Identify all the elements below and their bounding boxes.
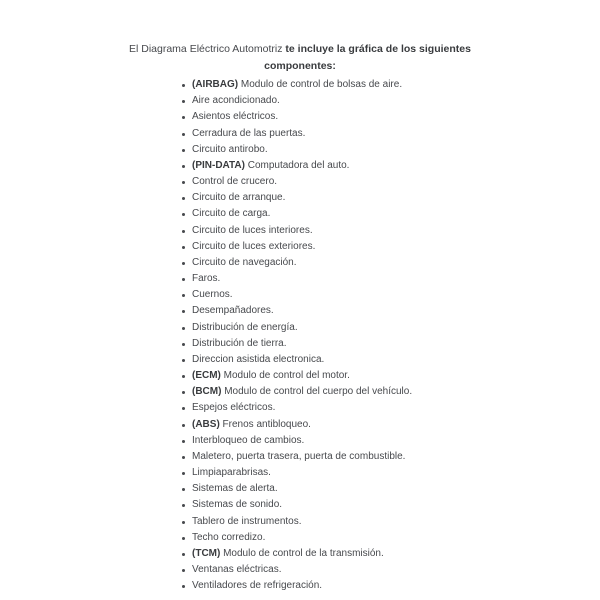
title-bold-text-line1: te incluye la gráfica de los siguientes bbox=[285, 43, 471, 55]
item-text: Frenos antibloqueo. bbox=[219, 418, 311, 430]
list-item bbox=[0, 449, 412, 465]
bullet-icon bbox=[182, 262, 185, 265]
components-list bbox=[0, 77, 412, 595]
list-item bbox=[0, 497, 412, 513]
item-text: Maletero, puerta trasera, puerta de combustible. bbox=[192, 450, 406, 462]
bullet-icon bbox=[182, 456, 185, 459]
bullet-icon bbox=[182, 100, 185, 103]
item-text: Modulo de control de bolsas de aire. bbox=[238, 79, 403, 90]
list-item bbox=[0, 320, 412, 336]
bullet-icon bbox=[182, 310, 185, 313]
bullet-icon bbox=[182, 84, 185, 87]
list-item bbox=[0, 352, 412, 368]
list-item bbox=[0, 223, 412, 239]
title-bold-text-line2: componentes: bbox=[264, 60, 336, 72]
list-item bbox=[0, 578, 412, 594]
item-prefix: (BCM) bbox=[192, 386, 222, 398]
item-text: Desempañadores. bbox=[192, 305, 274, 317]
list-item bbox=[0, 109, 412, 125]
list-item bbox=[0, 287, 412, 303]
list-item bbox=[0, 546, 412, 562]
item-text: Sistemas de alerta. bbox=[192, 483, 278, 495]
bullet-icon bbox=[182, 424, 185, 427]
list-item bbox=[0, 530, 412, 546]
list-item bbox=[0, 239, 412, 255]
item-prefix: (ABS) bbox=[192, 418, 220, 430]
list-item bbox=[0, 336, 412, 352]
list-item bbox=[0, 562, 412, 578]
item-text: Tablero de instrumentos. bbox=[192, 515, 302, 527]
item-text: Circuito de luces exteriores. bbox=[192, 240, 316, 252]
bullet-icon bbox=[182, 230, 185, 233]
item-text: Modulo de control del cuerpo del vehículo. bbox=[221, 386, 413, 398]
page-title bbox=[0, 41, 600, 75]
list-item bbox=[0, 481, 412, 497]
bullet-icon bbox=[182, 327, 185, 330]
item-prefix: (ECM) bbox=[192, 370, 221, 382]
list-item bbox=[0, 384, 412, 400]
bullet-icon bbox=[182, 246, 185, 249]
item-text: Techo corredizo. bbox=[192, 531, 266, 543]
bullet-icon bbox=[182, 440, 185, 443]
item-text: Modulo de control de la transmisión. bbox=[220, 547, 384, 559]
item-text: Asientos eléctricos. bbox=[192, 111, 279, 123]
item-text: Interbloqueo de cambios. bbox=[192, 434, 305, 446]
item-text: Faros. bbox=[192, 273, 221, 285]
bullet-icon bbox=[182, 472, 185, 475]
bullet-icon bbox=[182, 504, 185, 507]
bullet-icon bbox=[182, 391, 185, 394]
item-text: Circuito de luces interiores. bbox=[192, 224, 313, 236]
item-text: Circuito de navegación. bbox=[192, 256, 297, 268]
list-item bbox=[0, 77, 412, 93]
bullet-icon bbox=[182, 294, 185, 297]
bullet-icon bbox=[182, 585, 185, 588]
list-item bbox=[0, 255, 412, 271]
list-item bbox=[0, 190, 412, 206]
list-item bbox=[0, 400, 412, 416]
item-text: Direccion asistida electronica. bbox=[192, 353, 325, 365]
item-prefix: (TCM) bbox=[192, 547, 221, 559]
item-text: Aire acondicionado. bbox=[192, 95, 280, 107]
list-item bbox=[0, 174, 412, 190]
item-text: Cerradura de las puertas. bbox=[192, 127, 306, 139]
bullet-icon bbox=[182, 488, 185, 491]
item-text: Circuito antirobo. bbox=[192, 143, 268, 155]
list-item bbox=[0, 126, 412, 142]
list-item bbox=[0, 142, 412, 158]
bullet-icon bbox=[182, 569, 185, 572]
bullet-icon bbox=[182, 521, 185, 524]
item-text: Circuito de arranque. bbox=[192, 192, 286, 204]
item-text: Circuito de carga. bbox=[192, 208, 271, 220]
bullet-icon bbox=[182, 149, 185, 152]
bullet-icon bbox=[182, 343, 185, 346]
bullet-icon bbox=[182, 278, 185, 281]
list-item bbox=[0, 433, 412, 449]
bullet-icon bbox=[182, 133, 185, 136]
bullet-icon bbox=[182, 537, 185, 540]
bullet-icon bbox=[182, 116, 185, 119]
bullet-icon bbox=[182, 165, 185, 168]
item-text: Limpiaparabrisas. bbox=[192, 467, 271, 479]
list-item bbox=[0, 93, 412, 109]
list-item bbox=[0, 465, 412, 481]
title-regular-text: El Diagrama Eléctrico Automotriz bbox=[129, 43, 283, 55]
item-text: Sistemas de sonido. bbox=[192, 499, 283, 511]
item-text: Control de crucero. bbox=[192, 176, 278, 188]
item-text: Ventanas eléctricas. bbox=[192, 564, 282, 576]
bullet-icon bbox=[182, 407, 185, 410]
item-prefix: (PIN-DATA) bbox=[192, 159, 245, 171]
item-text: Ventiladores de refrigeración. bbox=[192, 580, 323, 592]
item-text: Computadora del auto. bbox=[244, 159, 350, 171]
list-item bbox=[0, 158, 412, 174]
bullet-icon bbox=[182, 359, 185, 362]
list-item bbox=[0, 271, 412, 287]
list-item bbox=[0, 417, 412, 433]
bullet-icon bbox=[182, 375, 185, 378]
bullet-icon bbox=[182, 553, 185, 556]
bullet-icon bbox=[182, 197, 185, 200]
list-item bbox=[0, 303, 412, 319]
bullet-icon bbox=[182, 181, 185, 184]
bullet-icon bbox=[182, 213, 185, 216]
item-text: Distribución de energía. bbox=[192, 321, 298, 333]
item-prefix: (AIRBAG) bbox=[192, 79, 239, 90]
item-text: Distribución de tierra. bbox=[192, 337, 287, 349]
title-line-1 bbox=[0, 41, 600, 58]
item-text: Modulo de control del motor. bbox=[220, 370, 350, 382]
list-item bbox=[0, 514, 412, 530]
item-text: Espejos eléctricos. bbox=[192, 402, 276, 414]
list-item bbox=[0, 206, 412, 222]
item-text: Cuernos. bbox=[192, 289, 233, 301]
list-item bbox=[0, 368, 412, 384]
